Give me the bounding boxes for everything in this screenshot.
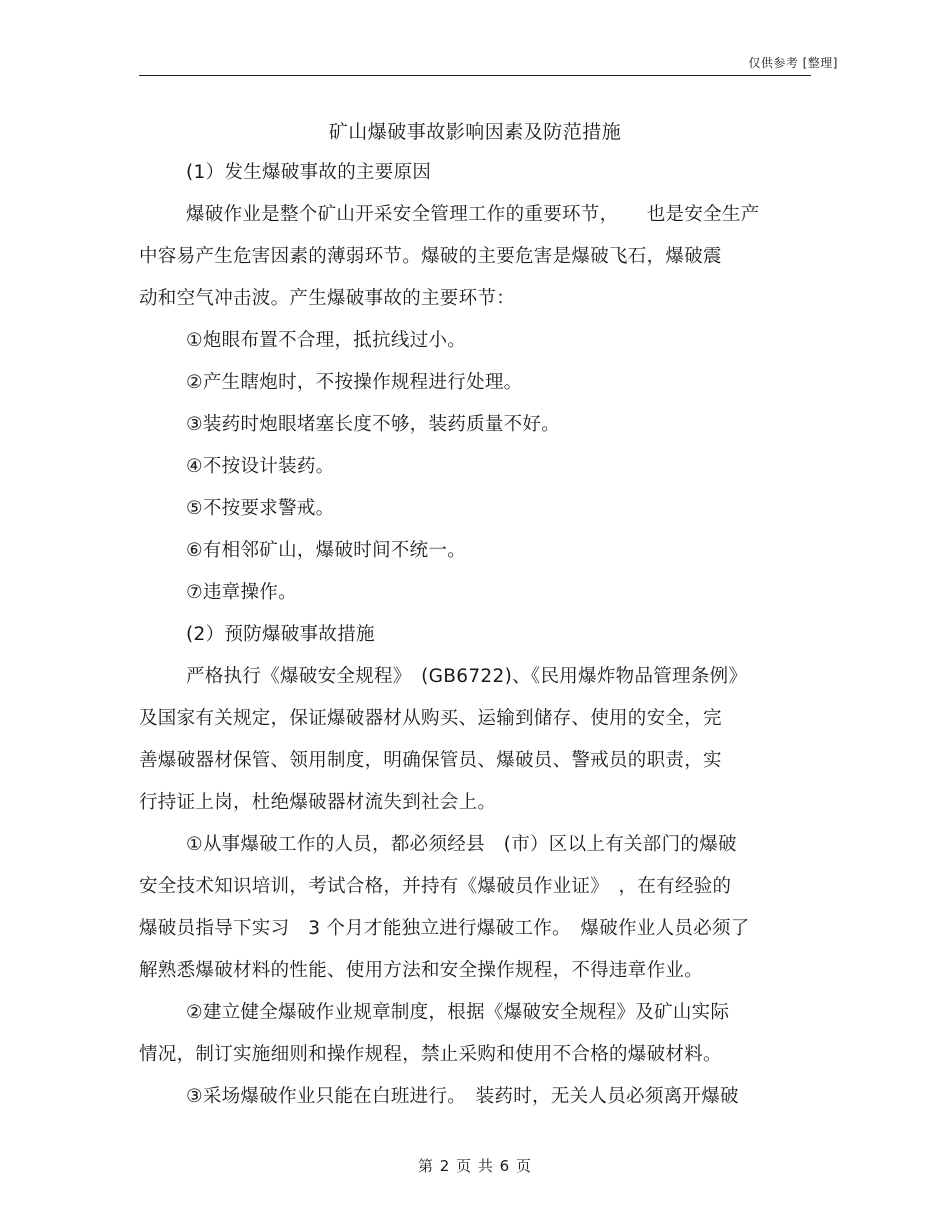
- document-title: 矿山爆破事故影响因素及防范措施: [328, 121, 622, 143]
- paragraph-line: 严格执行《爆破安全规程》 (GB6722)、《民用爆炸物品管理条例》: [186, 666, 748, 687]
- paragraph-line: 安全技术知识培训，考试合格，并持有《爆破员作业证》 ，在有经验的: [139, 876, 732, 897]
- paragraph-line: ③采场爆破作业只能在白班进行。 装药时，无关人员必须离开爆破: [186, 1086, 739, 1107]
- paragraph-line: 中容易产生危害因素的薄弱环节。爆破的主要危害是爆破飞石，爆破震: [139, 246, 722, 267]
- header-note: 仅供参考 [整理]: [748, 56, 838, 70]
- list-item: ①炮眼布置不合理，抵抗线过小。: [186, 330, 467, 351]
- paragraph-line: 动和空气冲击波。产生爆破事故的主要环节：: [139, 288, 516, 309]
- page-number: 第 2 页 共 6 页: [418, 1157, 532, 1175]
- list-item: ④不按设计装药。: [186, 456, 335, 477]
- header-rule: [139, 75, 811, 76]
- list-item: ⑤不按要求警戒。: [186, 498, 335, 519]
- document-body: [139, 152, 811, 1118]
- paragraph-line: 善爆破器材保管、领用制度，明确保管员、爆破员、警戒员的职责，实: [139, 750, 722, 771]
- paragraph-line: 爆破作业是整个矿山开采安全管理工作的重要环节， 也是安全生产: [186, 204, 760, 225]
- paragraph-line: 情况，制订实施细则和操作规程，禁止采购和使用不合格的爆破材料。: [139, 1044, 722, 1065]
- paragraph-line: 爆破员指导下实习 3 个月才能独立进行爆破工作。 爆破作业人员必须了: [139, 918, 750, 939]
- paragraph-line: 及国家有关规定，保证爆破器材从购买、运输到储存、使用的安全，完: [139, 708, 722, 729]
- section-heading-1: (1）发生爆破事故的主要原因: [186, 162, 432, 183]
- section-heading-2: (2）预防爆破事故措施: [186, 624, 375, 645]
- paragraph-line: 行持证上岗，杜绝爆破器材流失到社会上。: [139, 792, 497, 813]
- paragraph-line: ①从事爆破工作的人员，都必须经县 (市）区以上有关部门的爆破: [186, 834, 737, 855]
- list-item: ③装药时炮眼堵塞长度不够，装药质量不好。: [186, 414, 561, 435]
- paragraph-line: 解熟悉爆破材料的性能、使用方法和安全操作规程，不得违章作业。: [139, 960, 704, 981]
- paragraph-line: ②建立健全爆破作业规章制度，根据《爆破安全规程》及矿山实际: [186, 1002, 730, 1023]
- list-item: ②产生瞎炮时，不按操作规程进行处理。: [186, 372, 523, 393]
- list-item: ⑦违章操作。: [186, 582, 297, 603]
- list-item: ⑥有相邻矿山，爆破时间不统一。: [186, 540, 467, 561]
